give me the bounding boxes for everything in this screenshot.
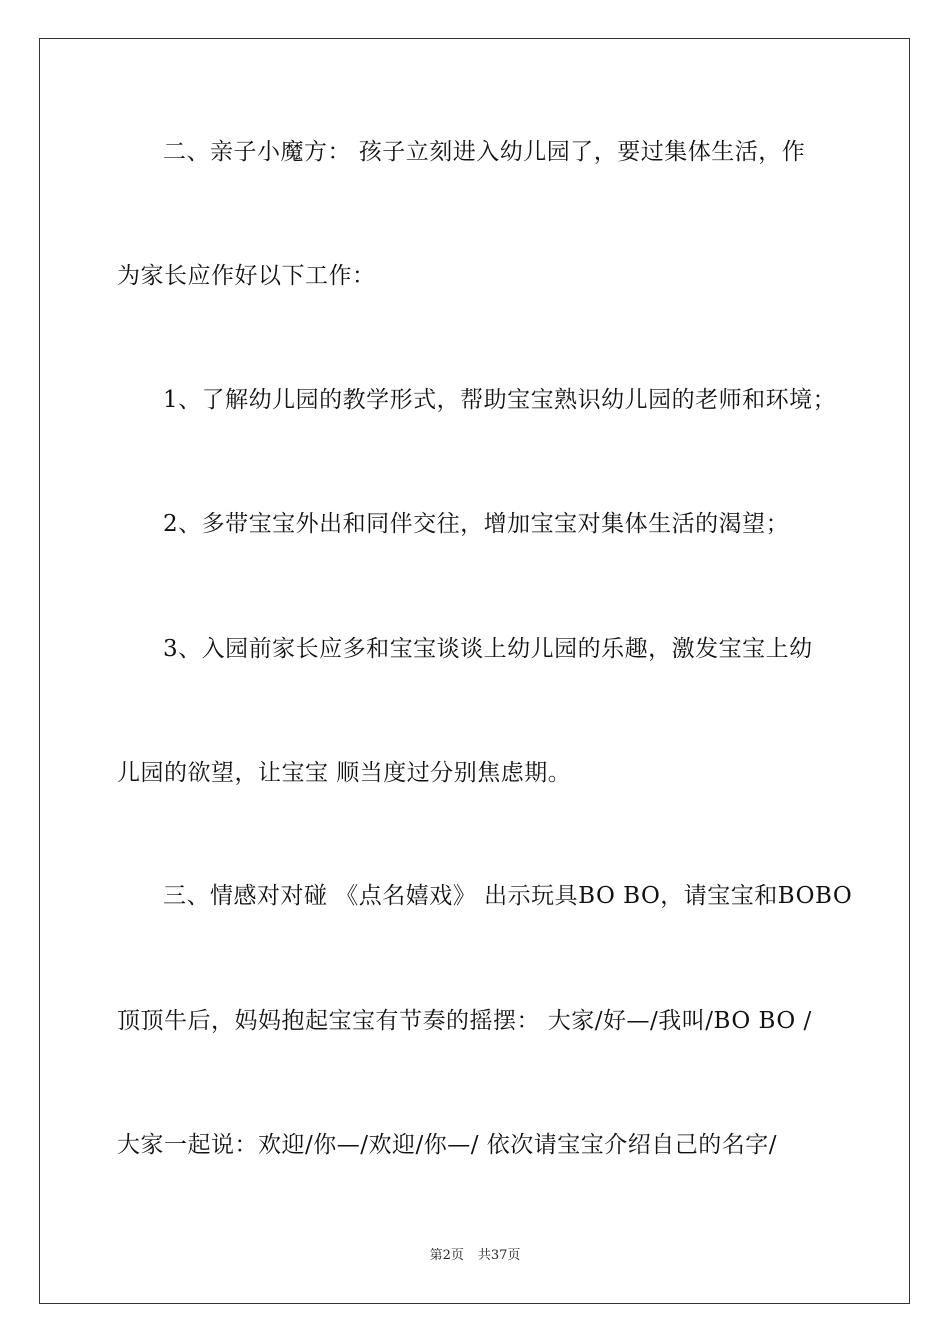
- page-number: 第2页: [429, 1248, 464, 1263]
- paragraph-line: 为家长应作好以下工作：: [117, 263, 376, 289]
- paragraph-line: 1、了解幼儿园的教学形式，帮助宝宝熟识幼儿园的老师和环境；: [163, 387, 837, 413]
- paragraph-line: 二、亲子小魔方： 孩子立刻进入幼儿园了，要过集体生活，作: [163, 139, 806, 165]
- paragraph-line: 3、入园前家长应多和宝宝谈谈上幼儿园的乐趣，激发宝宝上幼: [163, 636, 813, 662]
- paragraph-line: 三、情感对对碰 《点名嬉戏》 出示玩具BO BO，请宝宝和BOBO: [163, 883, 853, 909]
- page-total: 共37页: [477, 1248, 521, 1263]
- page-frame: [39, 38, 910, 1304]
- paragraph-line: 大家一起说：欢迎/你—/欢迎/你—/ 依次请宝宝介绍自己的名字/: [117, 1132, 778, 1158]
- paragraph-line: 儿园的欲望，让宝宝 顺当度过分别焦虑期。: [117, 760, 572, 786]
- paragraph-line: 顶顶牛后，妈妈抱起宝宝有节奏的摇摆： 大家/好—/我叫/BO BO /: [117, 1008, 812, 1034]
- paragraph-line: 2、多带宝宝外出和同伴交往，增加宝宝对集体生活的渴望；: [163, 511, 790, 537]
- page-footer: [0, 1247, 950, 1265]
